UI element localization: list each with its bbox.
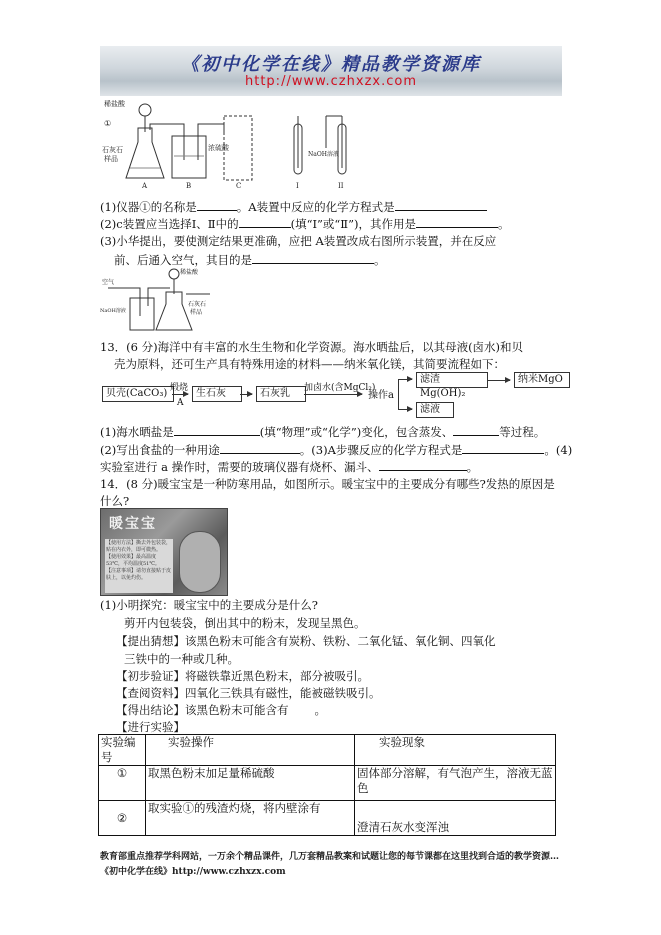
- q14-sub8: 【进行实验】: [116, 720, 185, 734]
- label-b: B: [186, 182, 192, 190]
- q14-line1: 14．(8 分)暖宝宝是一种防寒用品，如图所示。暖宝宝中的主要成分有哪些?发热的原因是: [100, 477, 555, 491]
- photo-info-panel: 【使用方法】撕去外包装袋，贴在内衣外，即可微热。 【使用效果】最高温度53℃，平均温度51℃。 【注意事项】请勿直接贴于皮肤上，以免灼伤。: [105, 539, 173, 593]
- flow-label-operation: 操作a: [368, 390, 394, 401]
- label-acid: 稀盐酸: [104, 100, 125, 108]
- label-circle: ①: [104, 119, 112, 128]
- figure-illustration: [179, 531, 221, 593]
- q14-sub5: 【初步验证】将磁铁靠近黑色粉末，部分被吸引。: [116, 669, 369, 683]
- q14-sub7: 【得出结论】该黑色粉末可能含有 。: [116, 703, 326, 717]
- flow-box-shell: 贝壳(CaCO₃): [102, 386, 174, 402]
- label-sulfuric: 浓硫酸: [208, 144, 229, 152]
- answer-blank[interactable]: [379, 459, 467, 471]
- q14-sub1: (1)小明探究：暖宝宝中的主要成分是什么?: [100, 598, 318, 612]
- q12-line1: (1)仪器①的名称是 。A装置中反应的化学方程式是: [100, 199, 487, 214]
- q13-line1: 13．(6 分)海洋中有丰富的水生生物和化学资源。海水晒盐后，以其母液(卤水)和贝: [100, 340, 524, 354]
- cell-operation: 取实验①的残渣灼烧，将内壁涂有: [146, 801, 355, 836]
- answer-blank[interactable]: [174, 424, 260, 436]
- flow-arrow: [304, 394, 362, 395]
- label-sample: 样品: [104, 155, 118, 163]
- flow-box-quicklime: 生石灰: [192, 386, 242, 402]
- flow-arrow: [398, 409, 412, 410]
- q12-line2: (2)c装置应当选择Ⅰ、Ⅱ中的 (填“Ⅰ”或“Ⅱ”)，其作用是 。: [100, 217, 510, 231]
- label-c: C: [236, 182, 242, 190]
- q12-line4: 前、后通入空气，其目的是 。: [114, 253, 386, 267]
- footer-note: 教育部重点推荐学科网站，一万余个精品课件，几万套精品教案和试题让您的每节课都在这里找到合适的教学资源…《初中化学在线》http://www.czhxzx.com: [100, 852, 560, 877]
- flow-label-a: A: [177, 398, 184, 408]
- site-banner: [100, 46, 562, 96]
- label-stone: 石灰石: [188, 301, 207, 308]
- flask: [156, 292, 192, 330]
- flow-label-brine: 加卤水(含MgCl₂): [304, 383, 376, 393]
- cell-phenomenon: 固体部分溶解，有气泡产生，溶液无蓝色: [355, 766, 556, 801]
- flow-label-calcine: 煅烧: [170, 383, 189, 393]
- flow-arrow: [240, 394, 252, 395]
- flow-box-limemilk: 石灰乳: [256, 386, 306, 402]
- flow-arrow: [398, 379, 412, 380]
- label-naoh: NaOH溶液: [100, 308, 126, 314]
- label-a: A: [142, 182, 148, 190]
- label-air: 空气: [102, 279, 115, 286]
- q14-sub6: 【查阅资料】四氧化三铁具有磁性，能被磁铁吸引。: [116, 686, 381, 700]
- q13-part1: (1)海水晒盐是 (填“物理”或“化学”)变化，包含蒸发、 等过程。: [100, 425, 546, 439]
- answer-blank[interactable]: [453, 424, 499, 436]
- flow-box-precipitate: 滤渣Mg(OH)₂: [416, 372, 488, 388]
- label-i: I: [296, 182, 299, 190]
- flow-box-filtrate: 滤液: [416, 402, 454, 418]
- label-naoh: NaOH溶液: [308, 151, 339, 158]
- answer-blank[interactable]: [220, 442, 300, 454]
- cell-phenomenon: 澄清石灰水变浑浊: [355, 801, 556, 836]
- separatory-funnel: [139, 104, 151, 116]
- cell-no: ①: [99, 766, 146, 801]
- q13-part3: 实验室进行 a 操作时，需要的玻璃仪器有烧杯、漏斗、 。: [100, 460, 479, 474]
- flow-arrow: [172, 394, 188, 395]
- table-row: [99, 801, 556, 836]
- q14-sub4: 三铁中的一种或几种。: [124, 652, 239, 666]
- table-row: [99, 766, 556, 801]
- q13-line2: 壳为原料，还可生产具有特殊用途的材料——纳米氧化镁，其简要流程如下：: [114, 357, 505, 371]
- header-operation: 实验操作: [146, 735, 355, 766]
- header-experiment-no: 实验编号: [99, 735, 146, 766]
- answer-blank[interactable]: [462, 442, 544, 454]
- flow-arrow: [488, 380, 510, 381]
- answer-blank[interactable]: [239, 216, 291, 228]
- q14-sub2: 剪开内包装袋，倒出其中的粉末，发现呈黑色。: [124, 616, 366, 630]
- flow-box-nano-mgo: 纳米MgO: [514, 372, 570, 388]
- bottle-b: [172, 136, 206, 178]
- hand-warmer-photo: [100, 508, 228, 596]
- answer-blank[interactable]: [252, 252, 374, 264]
- q14-sub3: 【提出猜想】该黑色粉末可能含有炭粉、铁粉、二氧化锰、氧化铜、四氧化: [116, 634, 496, 648]
- answer-blank[interactable]: [416, 216, 498, 228]
- banner-title: 《初中化学在线》精品教学资源库: [181, 54, 481, 75]
- banner-url[interactable]: http://www.czhxzx.com: [245, 74, 417, 89]
- label-ii: II: [338, 182, 344, 190]
- q12-line3: (3)小华提出，要使测定结果更准确，应把 A装置改成右图所示装置，并在反应: [100, 234, 497, 248]
- label-sample: 样品: [190, 309, 203, 316]
- label-stone: 石灰石: [102, 146, 123, 154]
- q13-part2: (2)写出食盐的一种用途 。(3)A步骤反应的化学方程式是 。(4): [100, 443, 573, 457]
- bottle: [130, 298, 154, 330]
- experiment-table: [98, 734, 556, 836]
- flask-a: [126, 128, 164, 178]
- label-acid: 稀盐酸: [180, 269, 199, 276]
- q14-line2: 什么?: [100, 494, 130, 508]
- apparatus-figure-1: [100, 98, 370, 190]
- table-header-row: [99, 735, 556, 766]
- photo-title: 暖宝宝: [109, 516, 157, 532]
- answer-blank[interactable]: [197, 199, 237, 211]
- cell-no: ②: [99, 801, 146, 836]
- answer-blank[interactable]: [395, 199, 487, 211]
- apparatus-figure-2: [100, 266, 220, 336]
- cell-operation: 取黑色粉末加足量稀硫酸: [146, 766, 355, 801]
- header-phenomenon: 实验现象: [355, 735, 556, 766]
